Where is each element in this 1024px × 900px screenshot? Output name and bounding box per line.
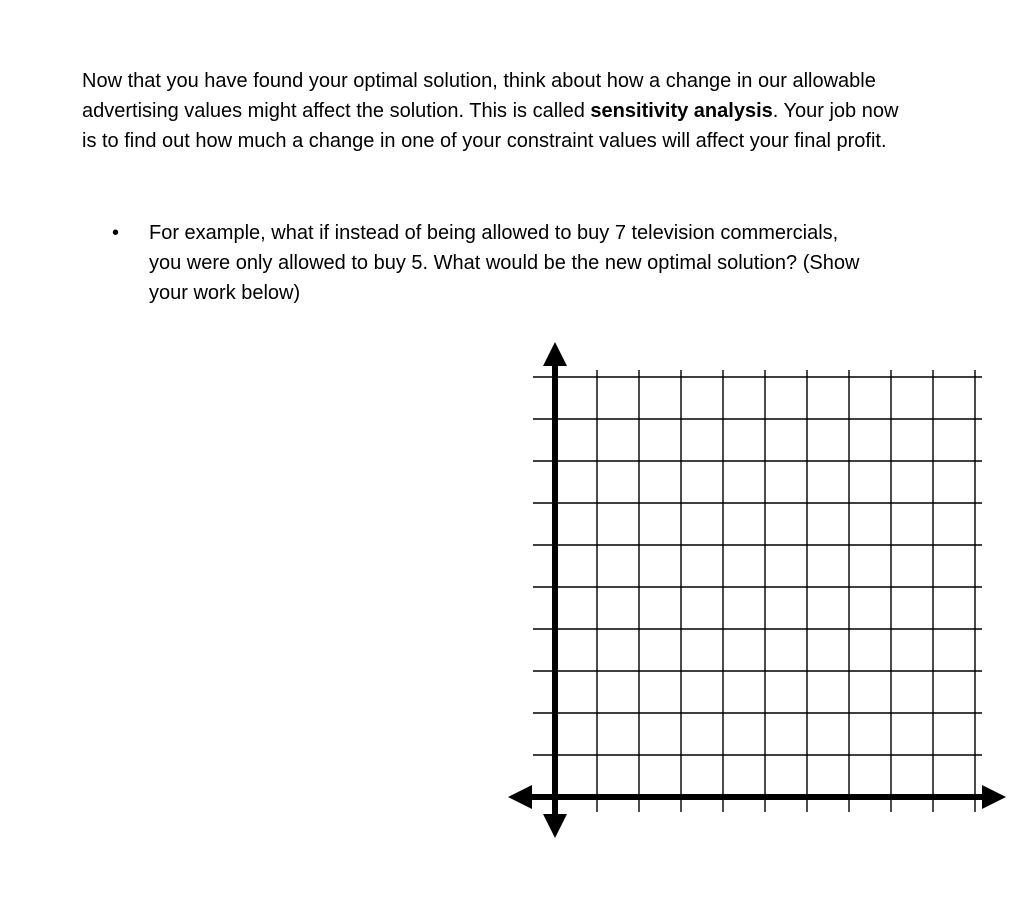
intro-text-1: Now that you have found your optimal solution, think about how a change in our allowable advertising values might affect the solution. This is called (82, 70, 876, 122)
intro-text-2: . Your job now is to find out how much a change in one of your constraint values will affect your final profit. (82, 100, 899, 152)
question-item (112, 218, 872, 308)
x-axis-left-arrow-icon (508, 785, 532, 809)
sensitivity-analysis-term: sensitivity analysis (590, 100, 773, 122)
grid-lines (533, 370, 982, 812)
y-axis-up-arrow-icon (543, 342, 567, 366)
axes (508, 342, 1006, 838)
intro-paragraph (82, 66, 902, 156)
y-axis-down-arrow-icon (543, 814, 567, 838)
coordinate-grid (500, 335, 1010, 845)
x-axis-right-arrow-icon (982, 785, 1006, 809)
question-text: For example, what if instead of being allowed to buy 7 television commercials, you were only allowed to buy 5. What would be the new optimal solution? (Show your work below) (149, 222, 860, 304)
question-list (112, 218, 872, 308)
bullet-icon: • (112, 222, 120, 244)
